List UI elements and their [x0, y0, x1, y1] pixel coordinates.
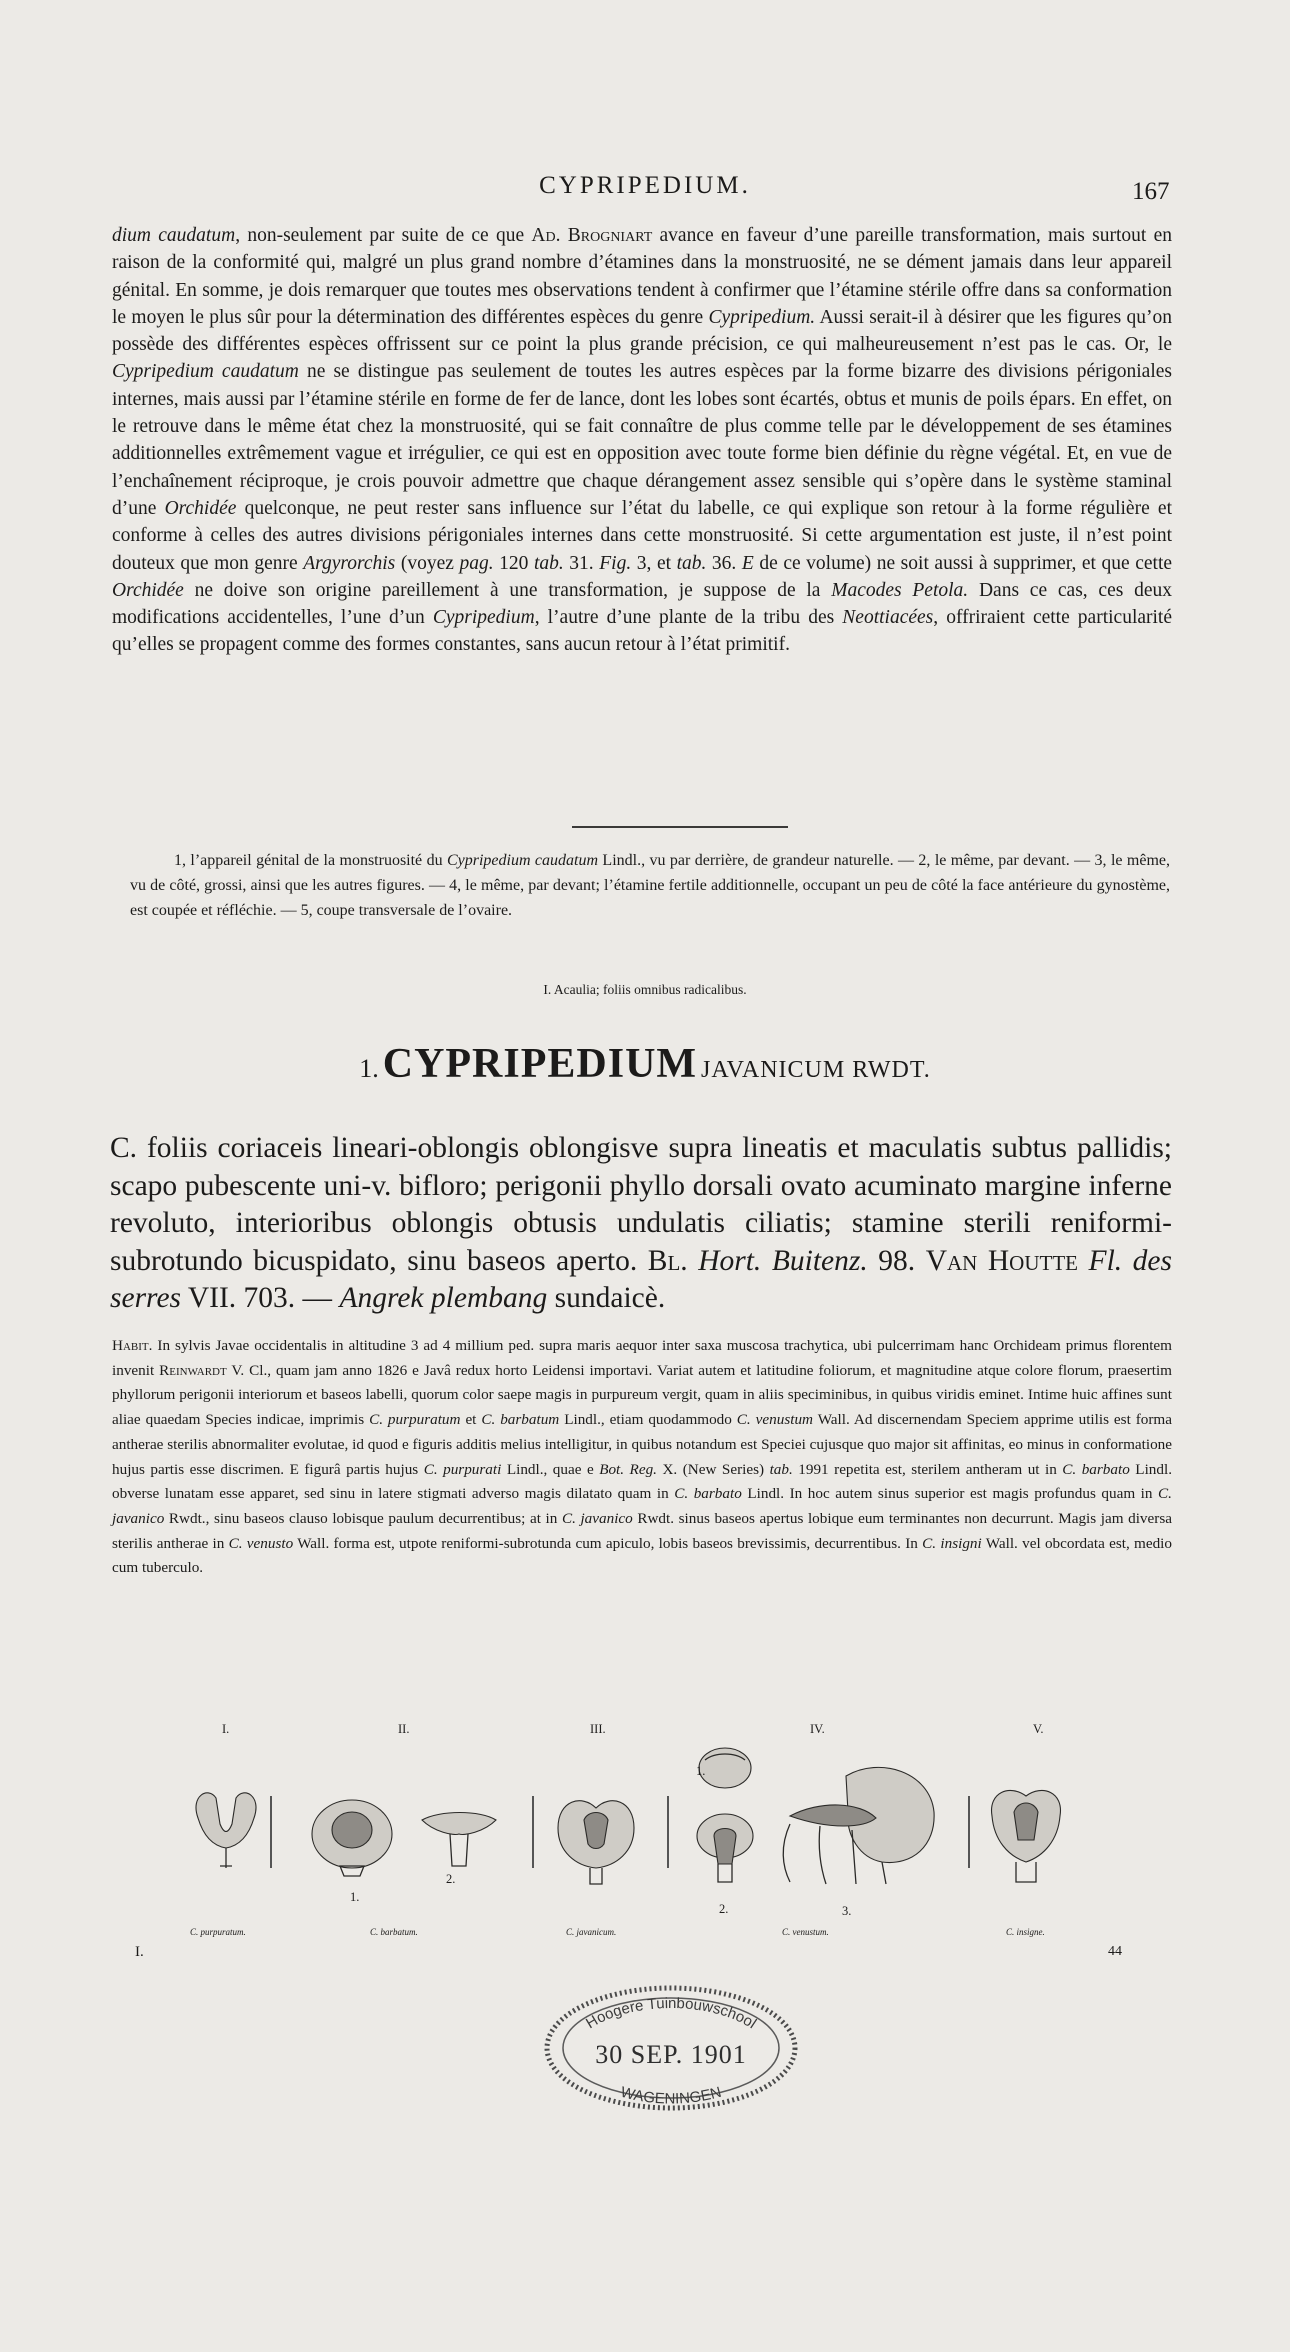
- taxon-name: Argyrorchis: [303, 552, 396, 574]
- caption-text: Lindl., vu par derrière, de grandeur naturelle. — 2, le même, par devant. — 3, le même, vu de côté, grossi, ainsi que les autres figures. — 4, le même, par devant; l’étamine fertile additionnelle, occupant un peu de côté la face antérieure du gynostème, est coupée et réfléchie. — 5, coupe transversale de l’ovaire.: [130, 852, 1170, 919]
- body-text: , non-seulement par suite de ce que: [235, 225, 532, 246]
- species-heading: [0, 1040, 1290, 1088]
- species-number: 1.: [359, 1054, 379, 1083]
- habitat-text: Wall. Ad discernendam Speciem apprime utilis est forma antherae sterilis abnormaliter evolutae, id quod e figuris additis melius intelligitur, in quibus notandum est Speciei cujusque quo major sit affinitas, eo minus in conformatione hujus partis esse discrimen. E figurâ partis hujus: [112, 1411, 1172, 1478]
- body-text: quelconque, ne peut rester sans influence sur l’état du labelle, ce qui explique son retour à la forme régulière et conforme à celles des autres divisions périgoniales internes dans cette monstruosité. Si cette argumentation est juste, il n’est point douteux que mon genre: [112, 497, 1172, 574]
- staminode-venustum-small-drawing: [697, 1748, 753, 1882]
- figure-name-purpuratum: C. purpuratum.: [190, 1927, 246, 1937]
- ref-abbrev: E: [741, 552, 754, 574]
- body-text: avance en faveur d’une pareille transformation, mais surtout en raison de la conformité qui, malgré un plus grand nombre d’étamines dans la monstruosité, ne se dément jamais dans leur appareil génital. En somme, je dois remarquer que toutes mes observations tendent à confirmer que l’étamine stérile offre dans sa conformation le moyen le plus sûr pour la détermination des différentes espèces du genre: [112, 225, 1172, 328]
- body-text: Aussi serait-il à désirer que les figures qu’on possède des différentes espèces offrissent sur ce point la plus grande précision, ce qui malheureusement n’est pas le cas. Or, le: [112, 306, 1172, 356]
- figure-name-venustum: C. venustum.: [782, 1927, 829, 1937]
- staminode-barbatum-side-drawing: [422, 1813, 496, 1867]
- page-number: 167: [1132, 178, 1170, 205]
- figure-label-v: V.: [1033, 1722, 1044, 1736]
- figure-label-ii: II.: [398, 1722, 410, 1736]
- taxon-name: Orchidée: [112, 579, 184, 601]
- body-text: , l’autre d’une plante de la tribu des: [534, 607, 843, 629]
- habitat-label: Habit.: [112, 1337, 153, 1354]
- habitat-text: Lindl., etiam quodammodo: [559, 1411, 737, 1429]
- habitat-text: Rwdt., sinu baseos clauso lobisque paulum decurrentibus; at in: [164, 1509, 562, 1527]
- taxon-name: C. barbato: [674, 1485, 742, 1503]
- body-text: de ce volume) ne soit aussi à supprimer, et que cette: [753, 552, 1173, 574]
- figure-label-iv: IV.: [810, 1722, 825, 1736]
- taxon-name: Cypripedium.: [708, 306, 816, 328]
- taxon-name: C. purpuratum: [369, 1411, 461, 1429]
- taxon-name: C. barbato: [1062, 1460, 1130, 1478]
- citation-title: Hort. Buitenz.: [698, 1244, 868, 1277]
- species-epithet: JAVANICUM RWDT.: [701, 1057, 931, 1083]
- ref-abbrev: tab.: [676, 552, 707, 574]
- author-name: Van Houtte: [925, 1244, 1078, 1277]
- running-title: CYPRIPEDIUM.: [539, 172, 751, 199]
- staminode-barbatum-drawing: [312, 1800, 392, 1876]
- staminode-insigne-drawing: [992, 1790, 1061, 1882]
- body-text: ne doive son origine pareillement à une transformation, je suppose de la: [183, 579, 832, 601]
- vernacular-name: Angrek plembang: [339, 1282, 548, 1315]
- diagnosis-text: VII. 703. —: [181, 1282, 340, 1315]
- staminode-venustum-large-drawing: [783, 1767, 934, 1884]
- citation-title: Bot. Reg.: [599, 1460, 657, 1478]
- taxon-name: Macodes Petola.: [831, 579, 969, 601]
- habitat-text: et: [460, 1411, 482, 1429]
- caption-text: 1, l’appareil génital de la monstruosité du: [174, 852, 447, 869]
- ref-abbrev: tab.: [533, 552, 564, 574]
- taxon-name: Cypripedium caudatum: [112, 361, 299, 383]
- figure-name-insigne: C. insigne.: [1006, 1927, 1045, 1937]
- ref-abbrev: Fig.: [599, 552, 632, 574]
- taxon-name: Cypripedium: [432, 607, 535, 629]
- body-text: (voyez: [395, 552, 460, 574]
- space: [688, 1245, 699, 1277]
- taxon-name: Cypripedium caudatum: [446, 852, 599, 869]
- figure-caption: [130, 848, 1170, 923]
- diagnosis-text: C. foliis coriaceis lineari-oblongis oblongisve supra lineatis et maculatis subtus pallidis; scapo pubescente uni-v. bifloro; perigonii phyllo dorsali ovato acuminato margine inferne revoluto, interioribus oblongis obtusis undulatis ciliatis; stamine sterili reniformi-subrotundo bicuspidato, sinu baseos aperto.: [110, 1132, 1172, 1277]
- habitat-text: V. Cl., quam jam anno 1826 e Javâ redux horto Leidensi importavi. Variat autem et latitudine foliorum, et magnitudine atque colore florum, praesertim phyllorum perigonii interiorum et baseos labelli, quorum color saepe magis in purpureum vergit, quam in aliis speciminibus, in quibus viridis eminet. Intime huic affines sunt aliae quaedam Species indicae, imprimis: [112, 1361, 1172, 1429]
- ref-abbrev: pag.: [459, 552, 494, 574]
- section-divider: [572, 826, 788, 828]
- author-name: Ad. Brogniart: [531, 225, 653, 246]
- staminode-javanicum-drawing: [558, 1801, 634, 1884]
- subfigure-label: 2.: [719, 1902, 729, 1916]
- species-diagnosis: [110, 1130, 1172, 1318]
- body-text: 31.: [563, 552, 600, 574]
- habitat-text: Wall. vel obcordata est, medio cum tuberculo.: [112, 1534, 1172, 1577]
- diagnosis-text: sundaicè.: [547, 1282, 666, 1315]
- habitat-paragraph: [112, 1334, 1172, 1581]
- subfigure-label: 1.: [350, 1890, 360, 1904]
- taxon-name: dium caudatum: [112, 225, 236, 246]
- taxon-name: C. javanico: [561, 1509, 633, 1527]
- taxon-name: C. javanico: [112, 1485, 1172, 1527]
- taxon-name: C. venusto: [228, 1534, 294, 1552]
- subfigure-label: 1.: [696, 1764, 706, 1778]
- taxon-name: C. barbatum: [481, 1411, 560, 1429]
- citation-title: Fl. des serres: [110, 1244, 1173, 1315]
- habitat-text: Lindl. In hoc autem sinus superior est magis profundus quam in: [741, 1485, 1159, 1503]
- habitat-text: X. (New Series): [656, 1460, 770, 1478]
- habitat-text: Lindl., quae e: [501, 1460, 600, 1478]
- signature-mark: I.: [135, 1944, 144, 1960]
- figure-name-javanicum: C. javanicum.: [566, 1927, 617, 1937]
- author-name: Reinwardt: [159, 1361, 227, 1379]
- figure-label-iii: III.: [590, 1722, 606, 1736]
- taxon-name: Orchidée: [164, 497, 237, 519]
- figure-plate: [130, 1716, 1090, 1946]
- library-stamp: [540, 1982, 802, 2114]
- body-text: 3, et: [631, 552, 677, 574]
- figure-label-i: I.: [222, 1722, 230, 1736]
- staminode-purpuratum-drawing: [196, 1793, 256, 1868]
- body-text: 120: [493, 552, 534, 574]
- habitat-text: 1991 repetita est, sterilem antheram ut in: [792, 1460, 1063, 1478]
- body-text: 36.: [706, 552, 742, 574]
- habitat-text: Rwdt. sinus baseos apertus lobique eum terminantes non decurrunt. Magis jam diversa sterilis antherae in: [112, 1509, 1172, 1552]
- stamp-top-text: Hoogere Tuinbouwschool: [583, 1994, 760, 2033]
- subsection-heading: I. Acaulia; foliis omnibus radicalibus.: [543, 982, 747, 997]
- taxon-name: C. purpurati: [423, 1460, 502, 1478]
- diagnosis-text: 98.: [867, 1244, 926, 1277]
- body-paragraph: [112, 222, 1172, 659]
- sheet-number: 44: [1108, 1944, 1122, 1959]
- body-text: ne se distingue pas seulement de toutes les autres espèces par la forme bizarre des divisions périgoniales internes, mais aussi par l’étamine stérile en forme de fer de lance, dont les lobes sont écartés, obtus et munis de poils épars. En effet, on le retrouve dans le même état chez la monstruosité, qui se fait connaître de plus comme telle par le développement de ses étamines additionnelles extrêmement vague et irrégulier, ce qui est en opposition avec toute forme bien définie du règne végétal. Et, en vue de l’enchaînement réciproque, je crois pouvoir admettre que chaque dérangement assez sensible qui s’opère dans le système staminal d’une: [112, 361, 1172, 519]
- space: [1078, 1245, 1089, 1277]
- author-name: Bl.: [647, 1244, 688, 1277]
- habitat-text: Lindl. obverse lunatam esse apparet, sed sinu in latere stigmati adverso magis dilatato quam in: [112, 1460, 1172, 1503]
- stamp-bottom-text: WAGENINGEN: [618, 2083, 724, 2108]
- stamp-date: 30 SEP. 1901: [595, 2040, 747, 2069]
- subfigure-label: 2.: [446, 1872, 456, 1886]
- taxon-name: C. venustum: [736, 1411, 814, 1429]
- ref-abbrev: tab.: [769, 1460, 793, 1478]
- species-genus: CYPRIPEDIUM: [382, 1041, 698, 1087]
- taxon-name: Neottiacées: [842, 607, 934, 629]
- habitat-text: In sylvis Javae occidentalis in altitudine 3 ad 4 millium ped. supra maris aequor inter saxa muscosa trachytica, ubi pulcerrimam hanc Orchideam primus florentem invenit: [112, 1337, 1172, 1379]
- subfigure-label: 3.: [842, 1904, 852, 1918]
- staminode-drawings: [130, 1716, 1090, 1946]
- body-text: Dans ce cas, ces deux modifications accidentelles, l’une d’un: [112, 579, 1173, 629]
- taxon-name: C. insigni: [922, 1534, 982, 1552]
- figure-name-barbatum: C. barbatum.: [370, 1927, 418, 1937]
- body-text: , offriraient cette particularité qu’elles se propagent comme des formes constantes, sans aucun retour à l’état primitif.: [112, 607, 1173, 656]
- habitat-text: Wall. forma est, utpote reniformi-subrotunda cum apiculo, lobis baseos brevissimis, decurrentibus. In: [293, 1534, 923, 1552]
